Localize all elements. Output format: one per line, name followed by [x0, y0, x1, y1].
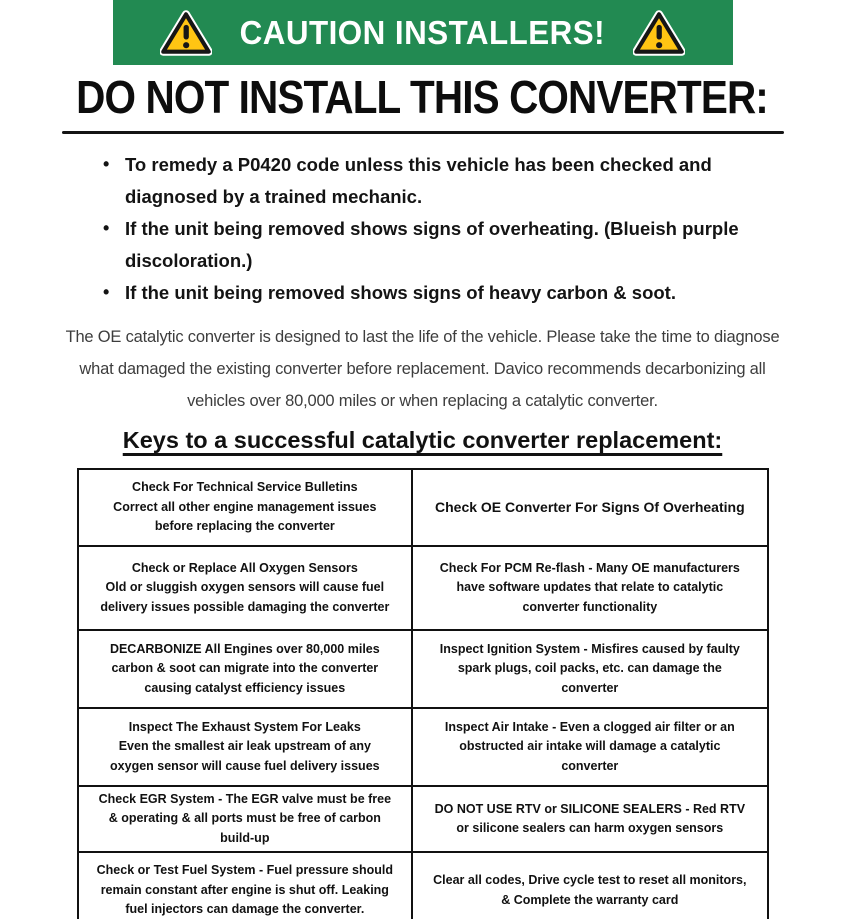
cell-line: Check or Test Fuel System - Fuel pressure should remain constant after engine is shut off. Leaking fuel injectors can damage the converter. — [96, 863, 393, 917]
list-item — [100, 277, 750, 309]
table-row — [78, 469, 768, 546]
table-cell — [412, 546, 767, 630]
table-row — [78, 708, 768, 786]
list-item — [100, 149, 750, 213]
cell-line: Check or Replace All Oxygen Sensors — [131, 560, 358, 575]
list-item — [100, 213, 750, 277]
table-cell — [78, 852, 413, 919]
cell-line: Inspect The Exhaust System For Leaks — [128, 719, 361, 734]
divider-line — [62, 131, 784, 134]
table-cell — [78, 469, 413, 546]
cell-line: Even the smallest air leak upstream of any oxygen sensor will cause fuel delivery issues — [110, 739, 380, 773]
table-cell — [412, 852, 767, 919]
warning-bullet-list — [100, 149, 750, 309]
table-row — [78, 546, 768, 630]
warning-triangle-icon — [633, 10, 685, 56]
advisory-paragraph — [0, 321, 845, 417]
bullet-text: If the unit being removed shows signs of heavy carbon & soot. — [125, 282, 676, 303]
keys-heading — [0, 425, 845, 455]
table-cell — [78, 708, 413, 786]
page-title: DO NOT INSTALL THIS CONVERTER: — [76, 71, 769, 123]
paragraph-line: vehicles over 80,000 miles or when replacing a catalytic converter. — [187, 392, 658, 410]
keys-heading-text: Keys to a successful catalytic converter replacement: — [122, 427, 723, 453]
table-cell — [412, 786, 767, 852]
table-cell — [412, 708, 767, 786]
table-cell — [412, 469, 767, 546]
table-cell — [78, 546, 413, 630]
cell-line: Clear all codes, Drive cycle test to reset all monitors, & Complete the warranty card — [433, 873, 747, 907]
cell-line: Inspect Air Intake - Even a clogged air filter or an obstructed air intake will damage a catalytic converter — [444, 719, 735, 773]
cell-line: Check OE Converter For Signs Of Overheating — [435, 498, 745, 515]
cell-line: Check For Technical Service Bulletins — [132, 480, 358, 495]
bullet-text: If the unit being removed shows signs of overheating. (Blueish purple discoloration.) — [125, 218, 739, 271]
replacement-checklist-table — [77, 468, 769, 919]
banner-title: CAUTION INSTALLERS! — [239, 13, 606, 51]
cell-line: Check For PCM Re-flash - Many OE manufacturers have software updates that relate to catalytic converter functionality — [439, 560, 740, 614]
paragraph-line: The OE catalytic converter is designed to last the life of the vehicle. Please take the time to diagnose — [65, 328, 780, 346]
table-cell — [78, 630, 413, 708]
bullet-text: To remedy a P0420 code unless this vehicle has been checked and diagnosed by a trained mechanic. — [125, 154, 712, 207]
table-cell — [78, 786, 413, 852]
cell-line: DO NOT USE RTV or SILICONE SEALERS - Red RTV or silicone sealers can harm oxygen sensors — [434, 801, 746, 835]
warning-triangle-icon — [160, 10, 212, 56]
table-row — [78, 852, 768, 919]
cell-line: Old or sluggish oxygen sensors will cause fuel delivery issues possible damaging the converter — [100, 580, 390, 614]
caution-banner — [113, 0, 733, 65]
paragraph-line: what damaged the existing converter before replacement. Davico recommends decarbonizing all — [79, 360, 766, 378]
table-cell — [412, 630, 767, 708]
cell-line: Check EGR System - The EGR valve must be free & operating & all ports must be free of carbon build-up — [98, 791, 392, 845]
table-row — [78, 630, 768, 708]
cell-line: Inspect Ignition System - Misfires caused by faulty spark plugs, coil packs, etc. can damage the converter — [439, 641, 740, 695]
main-title-wrap — [0, 73, 845, 123]
cell-line: DECARBONIZE All Engines over 80,000 miles carbon & soot can migrate into the converter causing catalyst efficiency issues — [109, 641, 380, 695]
cell-line: Correct all other engine management issues before replacing the converter — [113, 499, 377, 534]
table-row — [78, 786, 768, 852]
